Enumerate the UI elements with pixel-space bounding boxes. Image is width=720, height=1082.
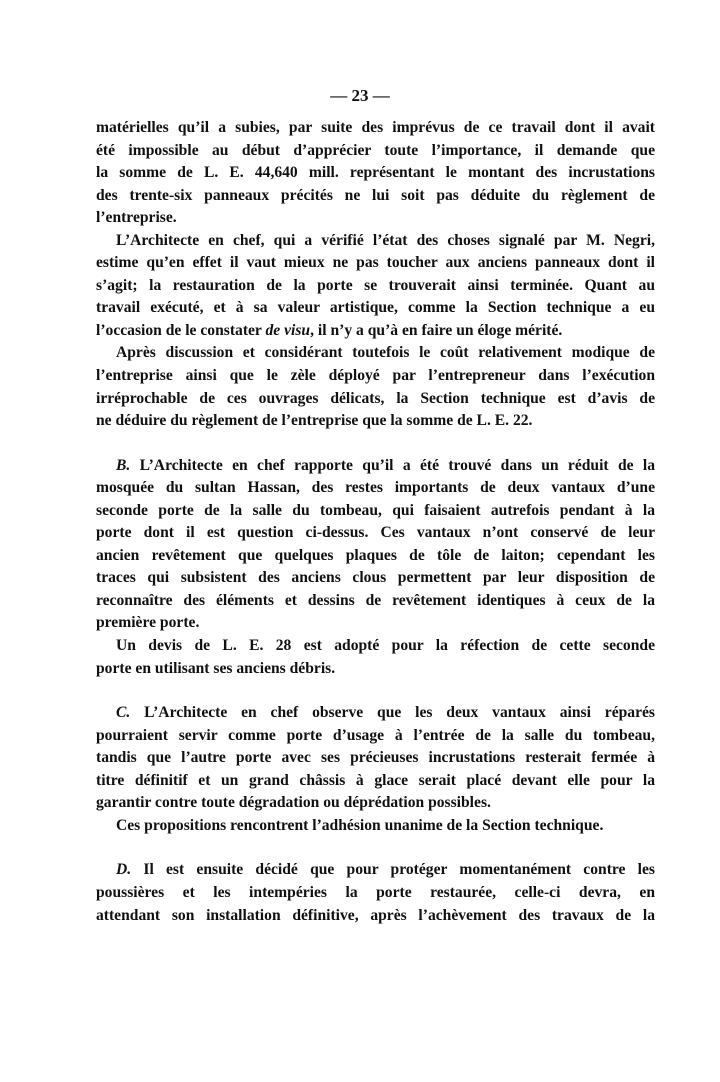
text-line: l’occasion de le constater de visu, il n’y a qu’à en faire un éloge mérité. [96, 321, 563, 339]
text-line: première porte. [96, 614, 200, 632]
text-line: mosquée du sultan Hassan, des restes importants de deux vantaux d’une [96, 479, 655, 497]
paragraph [96, 117, 655, 230]
text-line: titre définitif et un grand châssis à glace serait placé devant elle pour la [96, 771, 655, 789]
paragraph [96, 815, 655, 838]
text-line: des trente-six panneaux précités ne lui soit pas déduite du règlement de [96, 186, 655, 204]
paragraph [96, 859, 655, 927]
text-line: été impossible au début d’apprécier toute l’importance, il demande que [96, 141, 655, 159]
text-line: C. L’Architecte en chef observe que les deux vantaux ainsi réparés [116, 704, 655, 722]
text-line: Ces propositions rencontrent l’adhésion unanime de la Section technique. [116, 816, 604, 834]
text-line: seconde porte de la salle du tombeau, qui faisaient autrefois pendant à la [96, 501, 655, 519]
text-line: porte dont il est question ci-dessus. Ces vantaux n’ont conservé de leur [96, 524, 655, 542]
text-line: l’entreprise. [96, 209, 177, 227]
text-line: irréprochable de ces ouvrages délicats, la Section technique est d’avis de [96, 389, 655, 407]
text-line: attendant son installation définitive, après l’achèvement des travaux de la [96, 906, 655, 924]
text-line: traces qui subsistent des anciens clous permettent par leur disposition de [96, 569, 655, 587]
paragraph [96, 455, 655, 635]
text-line: porte en utilisant ses anciens débris. [96, 659, 336, 677]
text-line: reconnaître des éléments et dessins de revêtement identiques à ceux de la [96, 591, 655, 609]
page-body [96, 117, 655, 927]
text-line: D. Il est ensuite décidé que pour protéger momentanément contre les [116, 861, 655, 879]
paragraph [96, 635, 655, 680]
text-line: ne déduire du règlement de l’entreprise que la somme de L. E. 22. [96, 412, 533, 430]
paragraph [96, 702, 655, 815]
text-line: matérielles qu’il a subies, par suite des imprévus de ce travail dont il avait [96, 119, 655, 136]
paragraph [96, 342, 655, 432]
page-number: — 23 — [330, 86, 390, 105]
text-line: Un devis de L. E. 28 est adopté pour la réfection de cette seconde [116, 637, 655, 655]
text-line: Après discussion et considérant toutefois le coût relativement modique de [116, 344, 655, 362]
text-line: garantir contre toute dégradation ou déprédation possibles. [96, 794, 491, 812]
text-line: poussières et les intempéries la porte restaurée, celle-ci devra, en [96, 883, 655, 901]
paragraph [96, 230, 655, 343]
text-line: la somme de L. E. 44,640 mill. représentant le montant des incrustations [96, 164, 655, 182]
text-line: l’entreprise ainsi que le zèle déployé par l’entrepreneur dans l’exécution [96, 367, 655, 385]
text-line: pourraient servir comme porte d’usage à l’entrée de la salle du tombeau, [96, 726, 655, 744]
text-line: estime qu’en effet il vaut mieux ne pas toucher aux anciens panneaux dont il [96, 254, 655, 272]
text-line: L’Architecte en chef, qui a vérifié l’état des choses signalé par M. Negri, [116, 231, 655, 249]
text-line: ancien revêtement que quelques plaques de tôle de laiton; cependant les [96, 546, 655, 564]
text-line: tandis que l’autre porte avec ses précieuses incrustations resterait fermée à [96, 749, 655, 767]
text-line: s’agit; la restauration de la porte se trouverait ainsi terminée. Quant au [96, 276, 655, 294]
text-line: travail exécuté, et à sa valeur artistique, comme la Section technique a eu [96, 299, 655, 317]
text-line: B. L’Architecte en chef rapporte qu’il a été trouvé dans un réduit de la [116, 456, 655, 474]
